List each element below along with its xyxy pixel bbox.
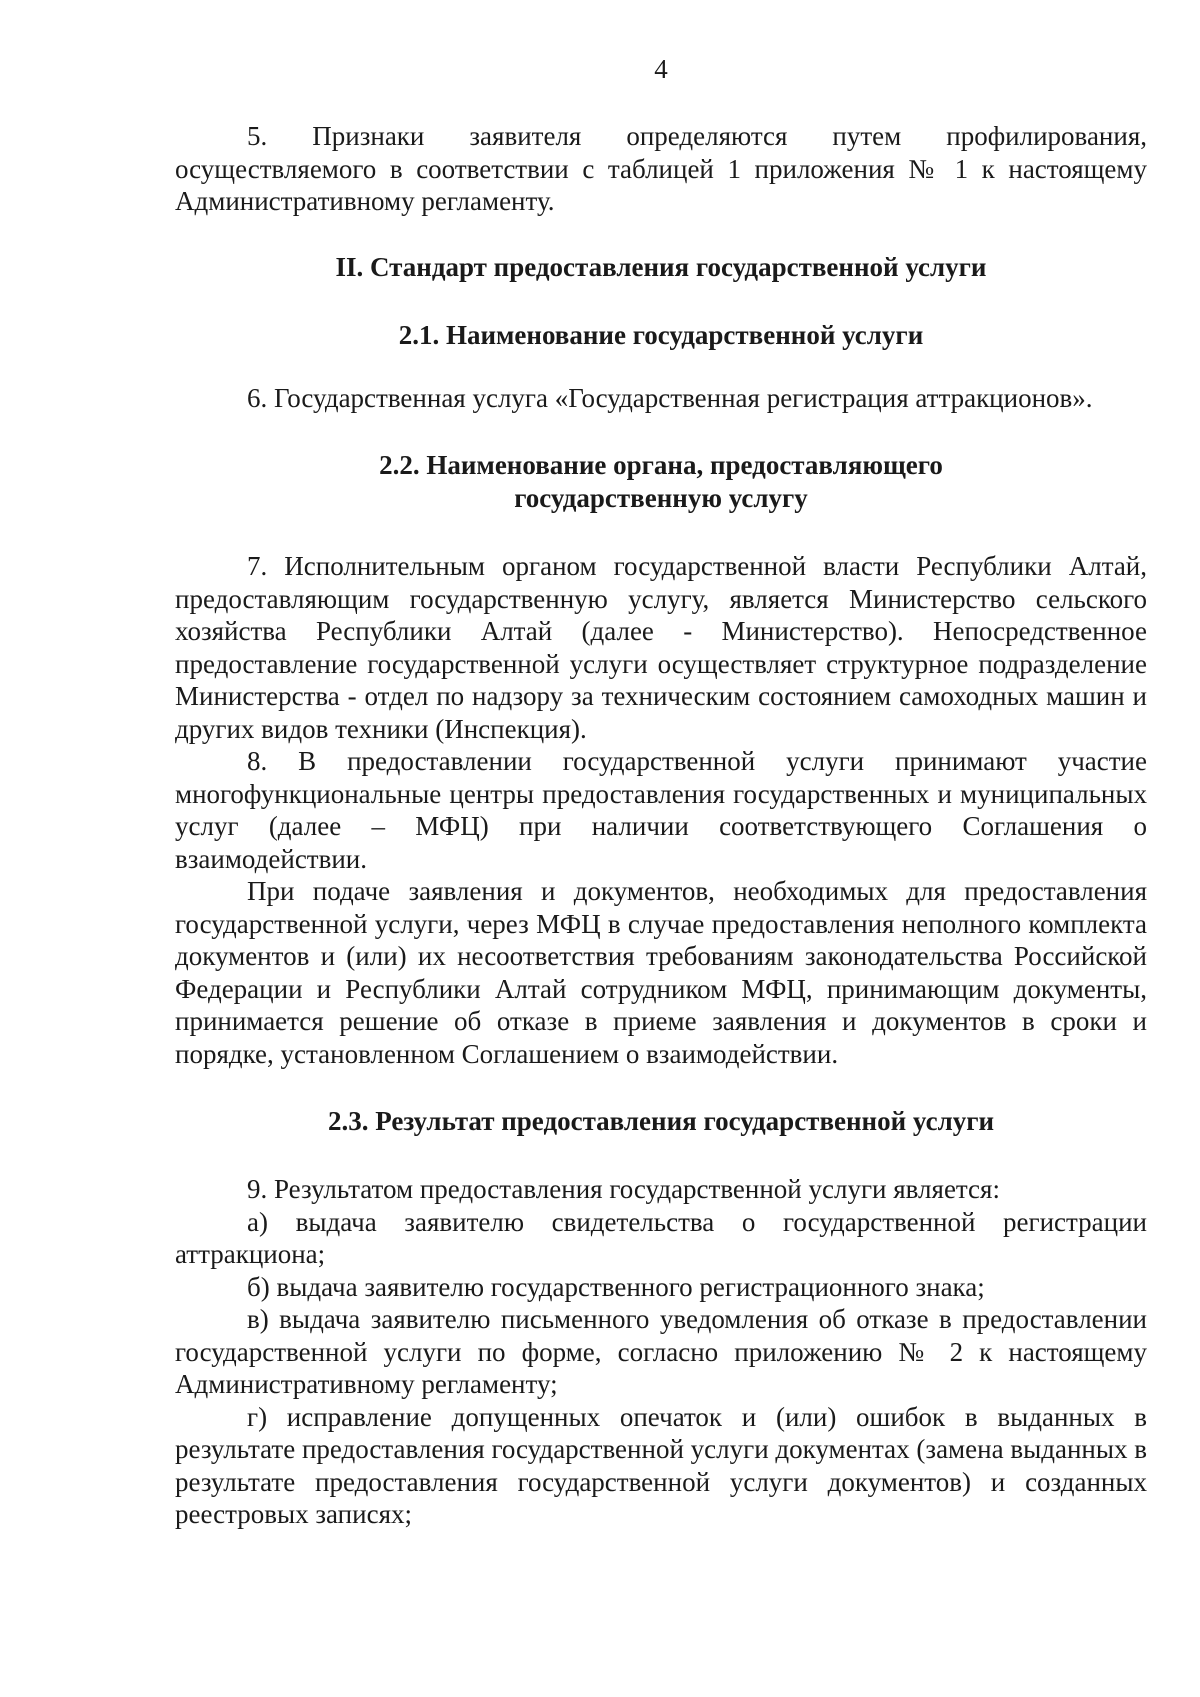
- document-body: [175, 120, 1147, 1531]
- paragraph-5-applicant-profiling: 5. Признаки заявителя определяются путем профилирования, осуществляемого в соответствии с таблицей 1 приложения № 1 к настоящему Административному регламенту.: [175, 121, 1147, 216]
- paragraph-9-result: 9. Результатом предоставления государственной услуги является:: [247, 1174, 1000, 1204]
- list-item-g: г) исправление допущенных опечаток и (или) ошибок в выданных в результате предоставления государственной услуги документах (замена выданных в результате предоставления государственной услуги документов) и созданных реестровых записях;: [175, 1401, 1147, 1529]
- subsection-heading-2-1: 2.1. Наименование государственной услуги: [398, 319, 924, 350]
- list-item-b: б) выдача заявителю государственного регистрационного знака;: [247, 1271, 985, 1302]
- paragraph-7-executive-body: 7. Исполнительным органом государственной власти Республики Алтай, предоставляющим государственную услугу, является Министерство сельского хозяйства Республики Алтай (далее - Министерство). Непосредственное предоставление государственной услуги осуществляет структурное подразделение Министерства - отдел по надзору за техническим состоянием самоходных машин и других видов техники (Инспекция).: [175, 551, 1147, 744]
- paragraph-6-service-name: 6. Государственная услуга «Государственная регистрация аттракционов».: [247, 382, 1093, 413]
- paragraph-mfc-refusal: При подаче заявления и документов, необходимых для предоставления государственной услуги, через МФЦ в случае предоставления неполного комплекта документов и (или) их несоответствия требованиям законодательства Российской Федерации и Республики Алтай сотрудником МФЦ, принимающим документы, принимается решение об отказе в приеме заявления и документов в сроки и порядке, установленном Соглашением о взаимодействии.: [175, 876, 1147, 1069]
- subsection-heading-2-2-line-1: 2.2. Наименование органа, предоставляющего: [379, 450, 943, 480]
- subsection-heading-2-2: [175, 449, 1147, 515]
- list-item-v: в) выдача заявителю письменного уведомления об отказе в предоставлении государственной услуги по форме, согласно приложению № 2 к настоящему Административному регламенту;: [175, 1304, 1147, 1399]
- page-number: 4: [654, 54, 668, 84]
- paragraph-8-mfc-participation: 8. В предоставлении государственной услуги принимают участие многофункциональные центры предоставления государственных и муниципальных услуг (далее – МФЦ) при наличии соответствующего Соглашения о взаимодействии.: [175, 746, 1147, 874]
- list-item-a: а) выдача заявителю свидетельства о государственной регистрации аттракциона;: [175, 1206, 1147, 1269]
- section-heading-standard: II. Стандарт предоставления государственной услуги: [335, 251, 987, 282]
- subsection-heading-2-2-line-2: государственную услугу: [514, 483, 808, 513]
- subsection-heading-2-3: 2.3. Результат предоставления государственной услуги: [327, 1106, 995, 1136]
